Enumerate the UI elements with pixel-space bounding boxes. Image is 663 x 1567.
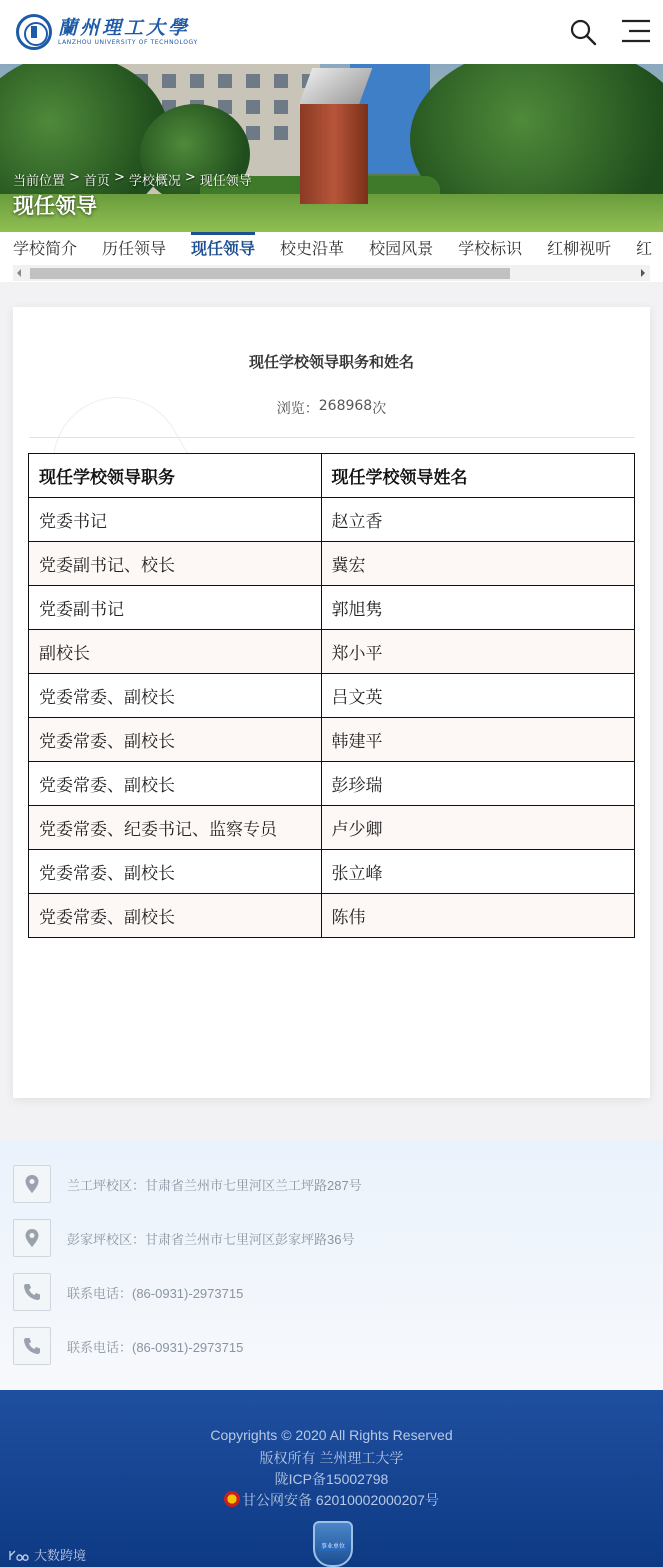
site-header [0, 0, 663, 64]
table-header-row [29, 454, 635, 498]
contact-address-text: 彭家坪校区：甘肃省兰州市七里河区彭家坪路36号 [67, 1231, 355, 1247]
phone-icon [13, 1273, 51, 1311]
search-icon [569, 18, 597, 46]
contact-item-phone [13, 1273, 653, 1311]
title-divider [29, 437, 635, 438]
scroll-right-arrow-icon[interactable] [641, 269, 645, 277]
breadcrumb-separator: > [69, 170, 80, 185]
breadcrumb-label: 当前位置 [13, 174, 66, 189]
leader-position: 党委书记 [29, 498, 322, 542]
leader-name: 赵立香 [321, 498, 634, 542]
article-title: 现任学校领导职务和姓名 [248, 353, 414, 371]
table-row [29, 498, 635, 542]
banner-monument [300, 104, 368, 204]
hamburger-menu-icon [621, 18, 651, 44]
breadcrumb-current[interactable]: 现任领导 [199, 174, 252, 189]
location-pin-icon [13, 1219, 51, 1257]
search-button[interactable] [569, 18, 597, 46]
scrollbar-thumb[interactable] [30, 268, 510, 279]
leader-position: 党委常委、副校长 [29, 850, 322, 894]
page-banner [0, 64, 663, 232]
tab-hongliu-media[interactable]: 红柳视听 [547, 239, 612, 258]
tab-list [13, 232, 663, 266]
table-row [29, 850, 635, 894]
view-count-number: 268968 [318, 398, 373, 414]
leader-name: 冀宏 [321, 542, 634, 586]
view-count-unit: 次 [372, 401, 387, 417]
police-record-text: 甘公网安备 62010002000207号 [242, 1492, 439, 1508]
leader-position: 党委常委、副校长 [29, 762, 322, 806]
leader-name: 陈伟 [321, 894, 634, 938]
contact-phone-text: 联系电话：(86-0931)-2973715 [67, 1339, 244, 1355]
table-row [29, 762, 635, 806]
leader-name: 彭珍瑞 [321, 762, 634, 806]
breadcrumb-overview-link[interactable]: 学校概况 [128, 174, 181, 189]
watermark-text: 大数跨境 [34, 1549, 87, 1564]
contact-item-phone [13, 1327, 653, 1365]
location-pin-icon [13, 1165, 51, 1203]
logo-text [58, 17, 198, 47]
copyright-text: Copyrights © 2020 All Rights Reserved [210, 1427, 453, 1443]
leader-name: 郭旭隽 [321, 586, 634, 630]
table-row [29, 630, 635, 674]
contact-section [0, 1140, 663, 1390]
leader-position: 党委副书记 [29, 586, 322, 630]
leader-name: 吕文英 [321, 674, 634, 718]
leaders-table [28, 453, 635, 938]
logo-english-name: LANZHOU UNIVERSITY OF TECHNOLOGY [58, 39, 198, 46]
table-row [29, 674, 635, 718]
watermark [8, 1545, 86, 1564]
menu-button[interactable] [621, 18, 651, 44]
table-row [29, 586, 635, 630]
public-institution-badge[interactable] [313, 1521, 353, 1567]
leader-position: 党委常委、副校长 [29, 718, 322, 762]
leader-position: 党委常委、副校长 [29, 894, 322, 938]
logo-chinese-name: 蘭州理工大學 [58, 17, 191, 39]
university-seal-icon [16, 14, 52, 50]
leader-name: 韩建平 [321, 718, 634, 762]
tab-school-identity[interactable]: 学校标识 [458, 239, 523, 258]
tab-history[interactable]: 校史沿革 [280, 239, 345, 258]
breadcrumb [13, 170, 252, 189]
table-row [29, 894, 635, 938]
watermark-logo-icon [8, 1548, 30, 1562]
contact-item-langongping [13, 1165, 653, 1203]
leader-position: 党委常委、纪委书记、监察专员 [29, 806, 322, 850]
leader-name: 张立峰 [321, 850, 634, 894]
breadcrumb-home-link[interactable]: 首页 [83, 174, 110, 189]
table-header-position: 现任学校领导职务 [29, 454, 322, 498]
leader-name: 郑小平 [321, 630, 634, 674]
tab-campus-scenery[interactable]: 校园风景 [369, 239, 434, 258]
scroll-left-arrow-icon[interactable] [17, 269, 21, 277]
leader-position: 党委副书记、校长 [29, 542, 322, 586]
leader-position: 党委常委、副校长 [29, 674, 322, 718]
university-logo[interactable] [16, 13, 198, 51]
leader-position: 副校长 [29, 630, 322, 674]
icp-link[interactable]: 陇ICP备15002798 [274, 1471, 389, 1487]
tab-school-intro[interactable]: 学校简介 [13, 239, 78, 258]
tabs-horizontal-scrollbar[interactable] [13, 265, 650, 281]
table-row [29, 542, 635, 586]
police-badge-icon [224, 1491, 240, 1507]
contact-address-text: 兰工坪校区：甘肃省兰州市七里河区兰工坪路287号 [67, 1177, 362, 1193]
tab-former-leaders[interactable]: 历任领导 [102, 239, 167, 258]
phone-icon [13, 1327, 51, 1365]
police-record[interactable] [0, 1490, 663, 1510]
leader-name: 卢少卿 [321, 806, 634, 850]
contact-phone-text: 联系电话：(86-0931)-2973715 [67, 1285, 244, 1301]
table-row [29, 806, 635, 850]
breadcrumb-separator: > [184, 170, 196, 185]
badge-label: 事业单位 [320, 1543, 345, 1550]
tab-current-leaders[interactable]: 现任领导 [191, 232, 255, 266]
tab-truncated[interactable]: 红 [636, 239, 653, 258]
contact-item-pengjiaping [13, 1219, 653, 1257]
article-card [13, 307, 650, 1098]
section-tabs [0, 232, 663, 282]
table-header-name: 现任学校领导姓名 [321, 454, 634, 498]
page-title: 现任领导 [13, 194, 97, 218]
breadcrumb-separator: > [113, 170, 125, 185]
view-count-label: 浏览： [276, 401, 319, 417]
table-row [29, 718, 635, 762]
owner-text: 版权所有 兰州理工大学 [259, 1450, 404, 1466]
view-count [13, 398, 650, 418]
